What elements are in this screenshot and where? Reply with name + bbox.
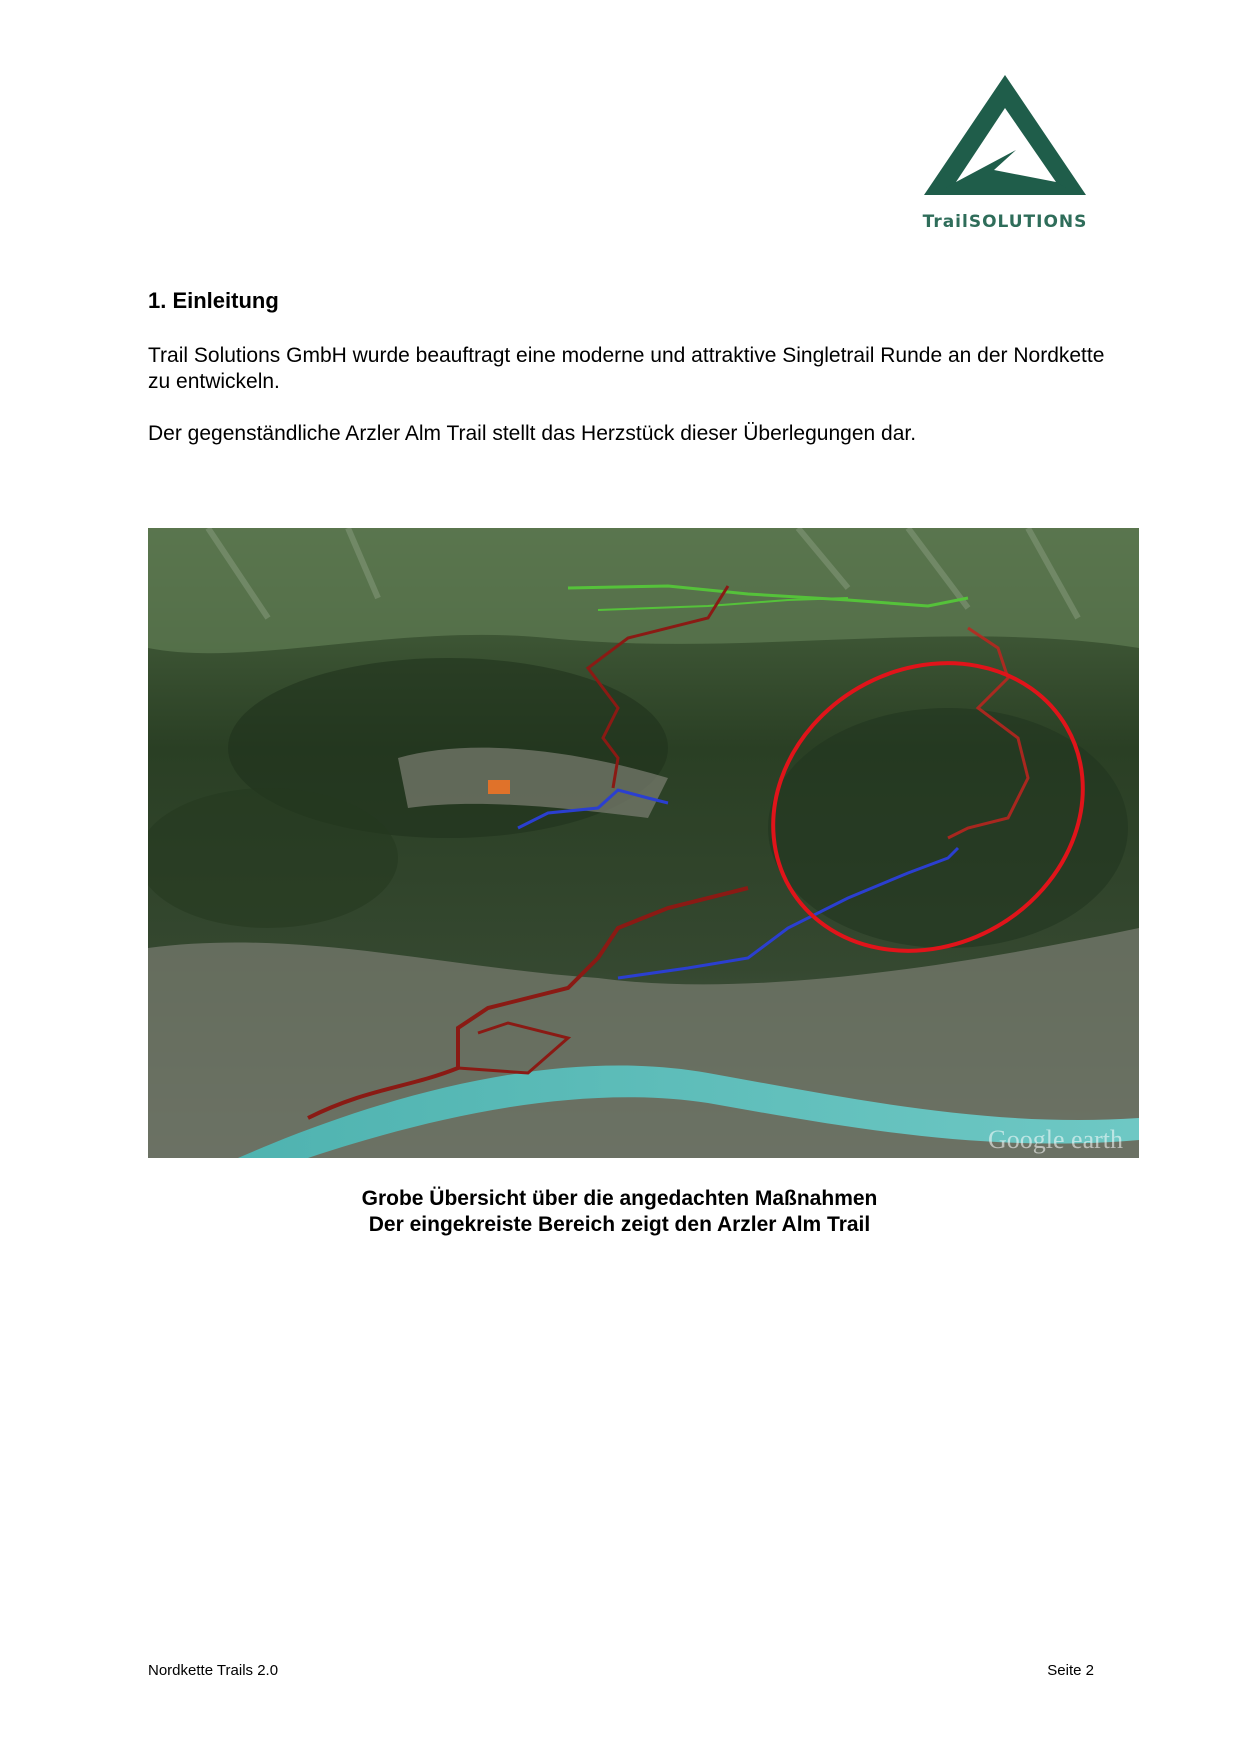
company-logo [916, 70, 1094, 240]
trail-paragraph: Der gegenständliche Arzler Alm Trail stellt das Herzstück dieser Überlegungen dar. [148, 422, 917, 445]
figure-caption [148, 1186, 1091, 1238]
intro-paragraph: Trail Solutions GmbH wurde beauftragt eine moderne und attraktive Singletrail Runde an der Nordkette zu entwickeln. [148, 344, 1105, 393]
caption-line-2: Der eingekreiste Bereich zeigt den Arzler Alm Trail [368, 1213, 871, 1236]
map-watermark: Google earth [987, 1125, 1123, 1154]
aerial-map-image [148, 528, 1139, 1158]
aerial-map-figure [148, 528, 1139, 1158]
section-heading: 1. Einleitung [148, 288, 279, 313]
footer-document-title: Nordkette Trails 2.0 [148, 1662, 279, 1679]
caption-line-1: Grobe Übersicht über die angedachten Maßnahmen [361, 1187, 878, 1210]
logo-triangle-icon [916, 70, 1094, 210]
logo-wordmark: TrailSOLUTIONS [922, 212, 1088, 232]
footer-page-number: Seite 2 [1047, 1662, 1094, 1679]
